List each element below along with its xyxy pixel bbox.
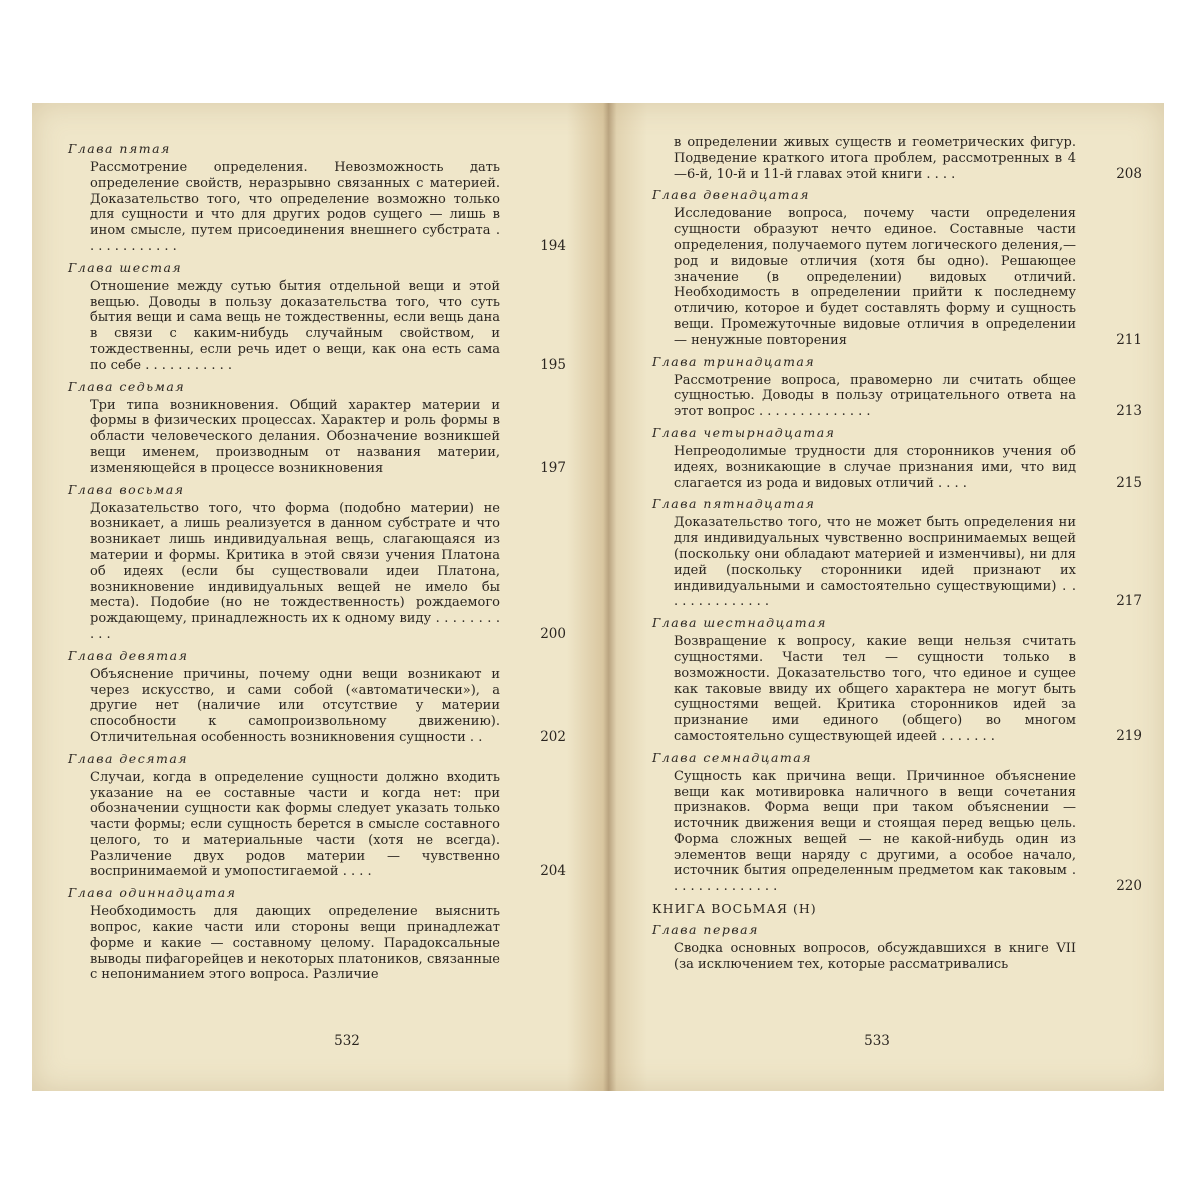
book-gutter [567,103,647,1091]
toc-entry [68,482,566,643]
chapter-description: Объяснение причины, почему одни вещи возникают и через искусство, и сами собой («автоматически»), а другие нет (наличие или отсутствие у материи способности к самопроизвольному движению). Отличительная особенность возникновения сущности . . [90,666,500,745]
chapter-description: Сводка основных вопросов, обсуждавшихся в книге VII (за исключением тех, которые рассматривались [674,941,1076,972]
toc-entry [652,922,1142,973]
page-number: 208 [1116,165,1142,182]
toc-entry [652,354,1142,420]
chapter-description: Непреодолимые трудности для сторонников учения об идеях, возникающие в случае признания ими, что вид слагается из рода и видовых отличий . . . . [674,443,1076,491]
chapter-heading: Глава первая [652,922,759,938]
chapter-heading: Глава четырнадцатая [652,424,836,440]
toc-entry [68,648,566,746]
page-number: 195 [540,356,566,373]
page-folio: 533 [864,1033,890,1049]
chapter-heading: Глава девятая [68,647,189,663]
page-number: 217 [1116,593,1142,610]
chapter-heading: Глава шестнадцатая [652,615,827,631]
chapter-heading: Глава тринадцатая [652,353,816,369]
chapter-heading: Глава восьмая [68,481,185,497]
left-page [68,103,566,1091]
chapter-description: Доказательство того, что не может быть определения ни для индивидуальных чувственно воспринимаемых вещей (поскольку они обладают материей и изменчивы), ни для идей (поскольку сторонники идей признают их индивидуальными и самостоятельно существующими) . . . . . . . . . . . . . . [674,515,1076,610]
chapter-description: Необходимость для дающих определение выяснить вопрос, какие части или стороны вещи принадлежат форме и какие — составному целому. Парадоксальные выводы пифагорейцев и некоторых платоников, связанные с непониманием этого вопроса. Различие [90,904,500,983]
toc-continuation [652,135,1142,182]
chapter-heading: Глава двенадцатая [652,187,810,203]
chapter-heading: Глава одиннадцатая [68,885,237,901]
page-number: 219 [1116,727,1142,744]
page-number: 204 [540,863,566,880]
page-number: 200 [540,625,566,642]
toc-entry [652,750,1142,895]
chapter-description: Случаи, когда в определение сущности должно входить указание на ее составные части и когда нет: при обозначении сущности как формы следует указать только части формы; если сущность берется в смысле составного целого, то и материальные части (хотя не всегда). Различение двух родов материи — чувственно воспринимаемой и умопостигаемой . . . . [90,769,500,880]
chapter-heading: Глава шестая [68,259,183,275]
toc-entry [68,260,566,374]
chapter-description: Рассмотрение вопроса, правомерно ли считать общее сущностью. Доводы в пользу отрицательного ответа на этот вопрос . . . . . . . . . . . . . . [674,372,1076,420]
chapter-description: Отношение между сутью бытия отдельной вещи и этой вещью. Доводы в пользу доказательства того, что суть бытия вещи и сама вещь не тождественны, если вещь дана в связи с каким-нибудь случайным свойством, и тождественны, если речь идет о вещи, как она есть сама по себе . . . . . . . . . . . [90,278,500,373]
right-toc [652,135,1142,978]
toc-entry [652,615,1142,745]
page-folio: 532 [334,1033,360,1049]
page-number: 197 [540,459,566,476]
left-toc [68,141,566,988]
chapter-description: Три типа возникновения. Общий характер материи и формы в физических процессах. Характер и роль формы в области человеческого делания. Обозначение возникшей вещи именем, производным от названия материи, изменяющейся в процессе возникновения [90,397,500,476]
toc-entry [68,379,566,477]
toc-entry [652,496,1142,610]
right-page [652,103,1142,1091]
page-number: 220 [1116,878,1142,895]
chapter-description: Рассмотрение определения. Невозможность дать определение свойств, неразрывно связанных с материей. Доказательство того, что определение возможно только для сущности и что для других родов сущего — лишь в ином смысле, путем присоединения внешнего субстрата . . . . . . . . . . . . [90,160,500,254]
chapter-description: Исследование вопроса, почему части определения сущности образуют нечто единое. Составные части определения, получаемого путем логического деления,— род и видовые отличия (хотя бы одно). Решающее значение (в определении) видовых отличий. Необходимость в определении прийти к последнему отличию, которое и будет составлять форму и сущность вещи. Промежуточные видовые отличия в определении — ненужные повторения [674,206,1076,348]
toc-entry [68,751,566,881]
page-number: 213 [1116,403,1142,420]
page-number: 202 [540,728,566,745]
book-spread [32,103,1164,1091]
chapter-heading: Глава семнадцатая [652,749,813,765]
chapter-description: Возвращение к вопросу, какие вещи нельзя считать сущностями. Части тел — сущности только в возможности. Доказательство того, что единое и сущее как таковые ввиду их общего характера не могут быть сущностями вещей. Критика сторонников идей за признание ими единого (общего) во многом самостоятельно существующей идеей . . . . . . . [674,634,1076,744]
chapter-heading: Глава пятая [68,141,171,156]
toc-entry [68,885,566,983]
chapter-description: Сущность как причина вещи. Причинное объяснение вещи как мотивировка наличного в вещи сочетания признаков. Форма вещи при таком объяснении — источник движения вещи и стоящая перед вещью цель. Форма сложных вещей — не какой-нибудь один из элементов вещи наряду с другими, а особое начало, источник бытия определенным предметом как таковым . . . . . . . . . . . . . . [674,768,1076,895]
toc-entry [68,141,566,255]
chapter-heading: Глава пятнадцатая [652,496,816,512]
toc-entry [652,187,1142,348]
chapter-heading: Глава седьмая [68,378,186,394]
chapter-description: в определении живых существ и геометрических фигур. Подведение краткого итога проблем, рассмотренных в 4—6-й, 10-й и 11-й главах этой книги . . . . [674,135,1076,182]
book-heading: КНИГА ВОСЬМАЯ (Н) [652,901,817,917]
page-number: 215 [1116,474,1142,491]
page-number: 211 [1116,331,1142,348]
toc-entry [652,425,1142,491]
chapter-description: Доказательство того, что форма (подобно материи) не возникает, а лишь реализуется в данном субстрате и что возникает лишь индивидуальная вещь, слагающаяся из материи и формы. Критика в этой связи учения Платона об идеях (если бы существовали идеи Платона, возникновение индивидуальных вещей не имело бы места). Подобие (но не тождественность) рождаемого рождающему, принадлежность их к одному виду . . . . . . . . . . . [90,500,500,642]
chapter-heading: Глава десятая [68,750,189,766]
page-number: 194 [540,237,566,254]
